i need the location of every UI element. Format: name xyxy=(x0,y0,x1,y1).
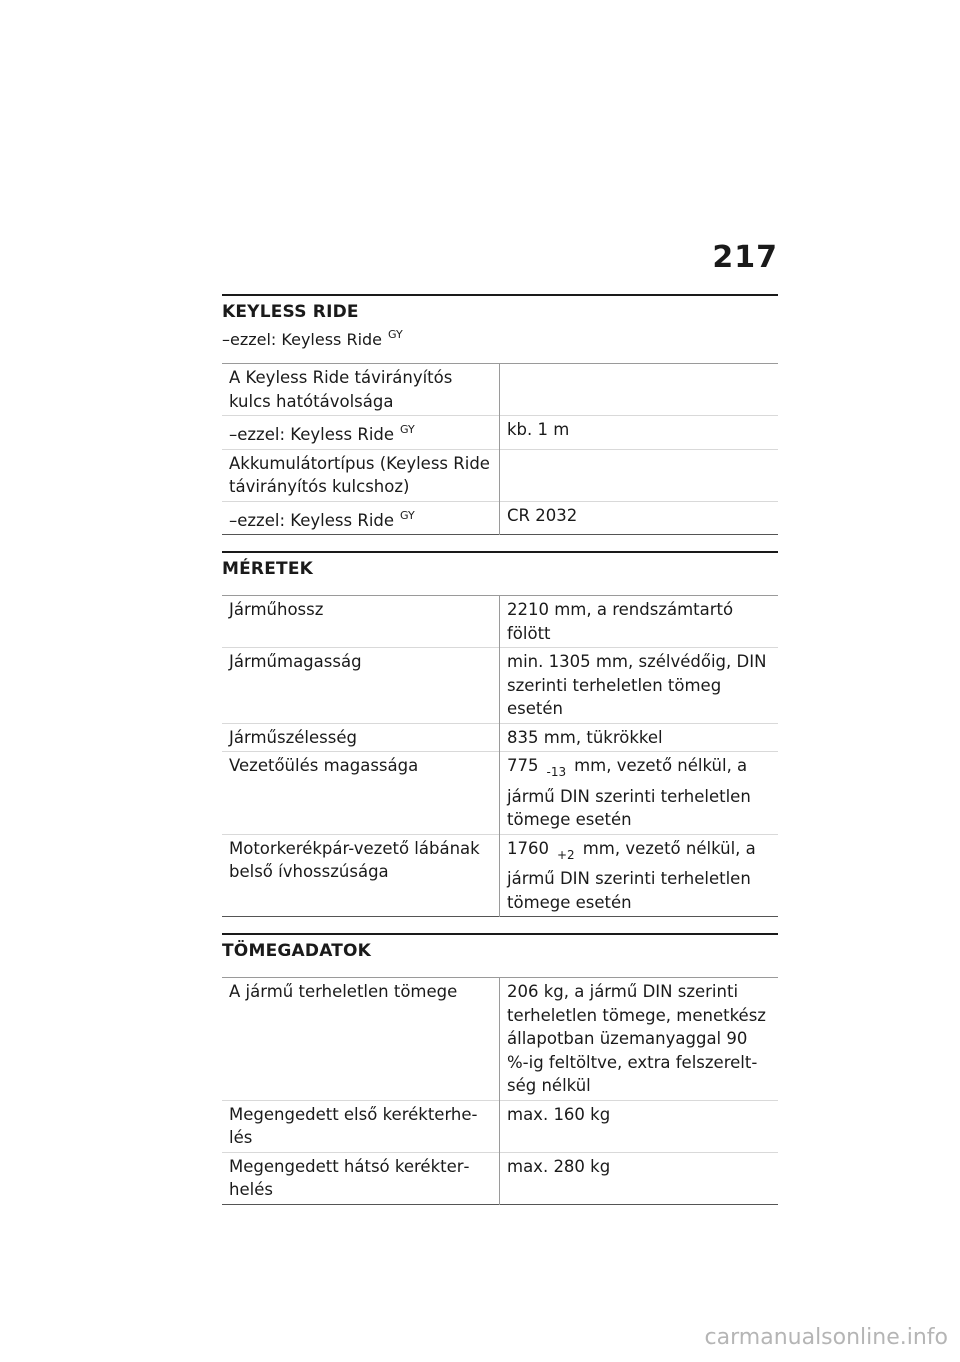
section-weights xyxy=(222,933,778,1205)
spec-content xyxy=(222,294,778,1205)
section-dimensions xyxy=(222,551,778,917)
table-row xyxy=(222,648,778,724)
variant-code: GY xyxy=(400,508,415,522)
row-value: 2210 mm, a rendszámtartó fölött xyxy=(500,596,779,648)
row-value: 835 mm, tükrökkel xyxy=(500,723,779,752)
table-row xyxy=(222,1100,778,1152)
row-label xyxy=(222,416,500,450)
row-label-text: –ezzel: Keyless Ride xyxy=(229,510,395,530)
section-title: KEYLESS RIDE xyxy=(222,302,359,322)
value-text: mm, vezető nélkül, a jármű DIN szerinti terheletlen tömege esetén xyxy=(507,838,756,912)
row-value xyxy=(500,752,779,835)
row-label: Járműmagasság xyxy=(222,648,500,724)
row-label: Járműhossz xyxy=(229,600,324,619)
row-label xyxy=(222,501,500,535)
row-value xyxy=(500,449,779,501)
section-keyless-ride xyxy=(222,294,778,535)
section-title: MÉRETEK xyxy=(222,559,314,579)
table-row xyxy=(222,752,778,835)
table-row xyxy=(222,834,778,917)
row-value: CR 2032 xyxy=(500,501,779,535)
row-value: kb. 1 m xyxy=(500,416,779,450)
table-row xyxy=(222,449,778,501)
table-row xyxy=(222,723,778,752)
row-label: A Keyless Ride távirányítós kulcs hatótávolsága xyxy=(229,368,453,411)
row-label: Vezetőülés magassága xyxy=(222,752,500,835)
row-value: 206 kg, a jármű DIN szerinti terheletlen tömege, menetkész állapotban üzemanyaggal 90 %-ig feltöltve, extra felszereltség nélkül xyxy=(500,978,779,1101)
table-row xyxy=(222,596,778,648)
table-row xyxy=(222,1152,778,1204)
variant-code: GY xyxy=(388,328,403,341)
value-number: 775 xyxy=(507,756,539,775)
page-number: 217 xyxy=(712,240,778,275)
row-value: max. 280 kg xyxy=(500,1152,779,1204)
row-value xyxy=(500,364,779,416)
spec-table-weights xyxy=(222,977,778,1205)
value-text: mm, vezető nélkül, a jármű DIN szerinti terheletlen tömege esetén xyxy=(507,756,751,829)
watermark-text: carmanualsonline.info xyxy=(704,1325,948,1350)
row-label: Megengedett első kerékterhelés xyxy=(222,1100,500,1152)
value-number: 1760 xyxy=(507,838,549,858)
row-label: Akkumulátortípus (Keyless Ride távirányítós kulcshoz) xyxy=(222,449,500,501)
variant-code: GY xyxy=(400,423,415,436)
row-value: min. 1305 mm, szélvédőig, DIN szerinti terheletlen tömeg esetén xyxy=(500,648,779,724)
section-title: TÖMEGADATOK xyxy=(222,941,372,961)
tolerance: +2 xyxy=(557,847,575,862)
row-value xyxy=(500,834,779,917)
row-label: Járműszélesség xyxy=(222,723,500,752)
row-label: Megengedett hátsó kerékterhelés xyxy=(222,1152,500,1204)
row-value: max. 160 kg xyxy=(500,1100,779,1152)
spec-table-keyless xyxy=(222,363,778,535)
tolerance: -13 xyxy=(546,765,567,779)
table-row xyxy=(222,978,778,1101)
table-row xyxy=(222,416,778,450)
table-row xyxy=(222,501,778,535)
subtitle-text: –ezzel: Keyless Ride xyxy=(222,330,383,349)
row-label: A jármű terheletlen tömege xyxy=(229,982,458,1001)
section-subtitle xyxy=(222,324,778,363)
table-row xyxy=(222,364,778,416)
spec-table-dimensions xyxy=(222,595,778,917)
row-label-text: –ezzel: Keyless Ride xyxy=(229,425,395,444)
row-label: Motorkerékpár-vezető lábának belső ívhosszúsága xyxy=(222,834,500,917)
